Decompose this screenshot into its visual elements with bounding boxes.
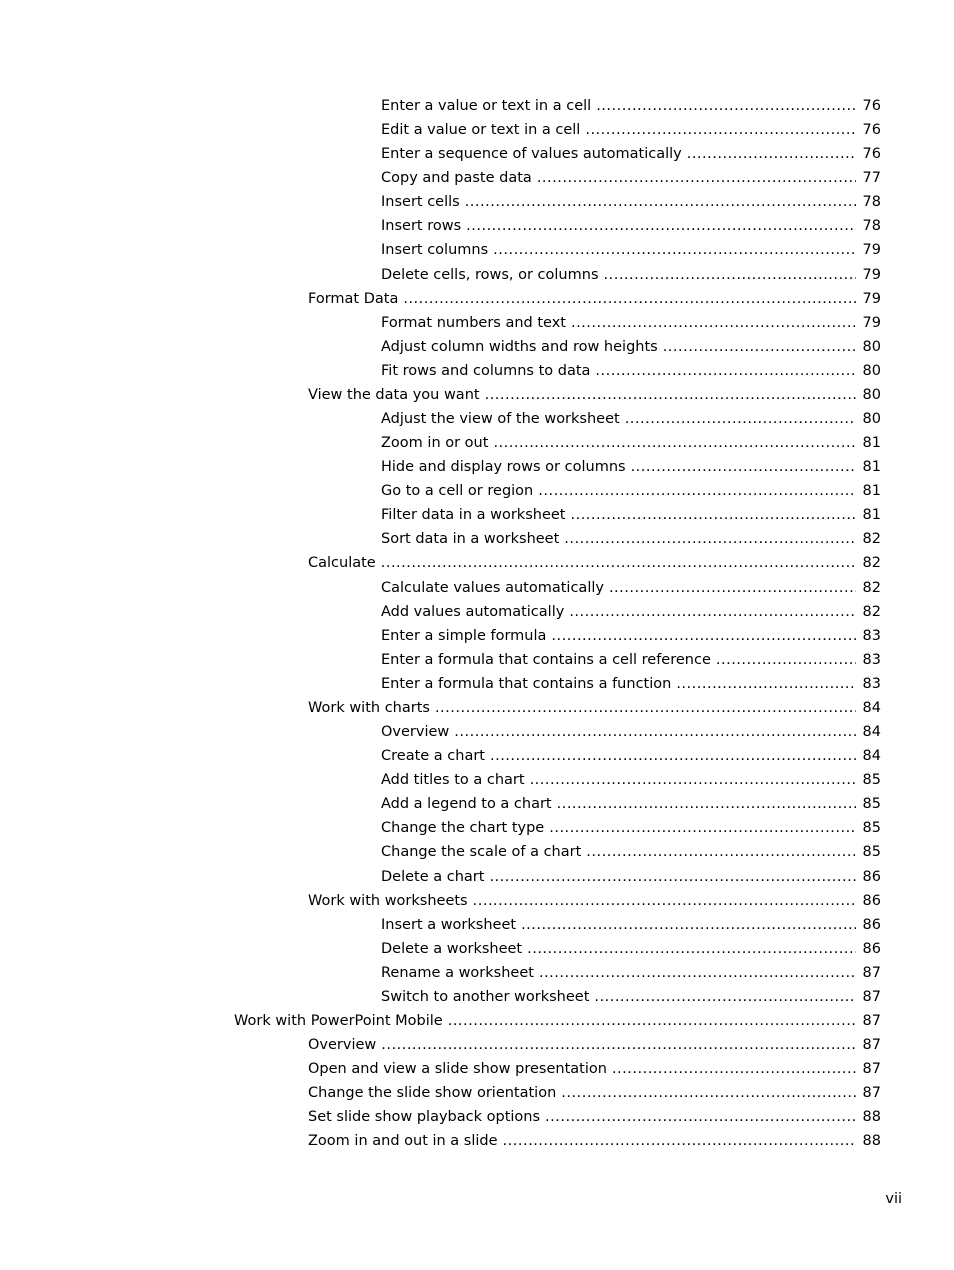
- toc-entry-page: 88: [862, 1133, 881, 1150]
- toc-entry-row: [381, 624, 881, 648]
- toc-entry[interactable]: [0, 889, 954, 913]
- toc-entry-page: 87: [862, 1061, 881, 1078]
- toc-entry-page: 81: [862, 459, 881, 476]
- toc-entry-row: [381, 407, 881, 431]
- toc-entry-title: Insert cells: [381, 194, 460, 211]
- toc-entry[interactable]: [0, 479, 954, 503]
- toc-entry[interactable]: [0, 913, 954, 937]
- toc-entry-page: 76: [862, 98, 881, 114]
- toc-entry-title: View the data you want: [308, 386, 480, 403]
- toc-entry-row: [381, 576, 881, 600]
- dot-leader: [569, 600, 856, 624]
- toc-entry-row: [308, 889, 881, 913]
- toc-entry-page: 82: [862, 603, 881, 620]
- dot-leader: [485, 383, 856, 407]
- toc-entry-page: 87: [862, 964, 881, 981]
- toc-entry-title: Add a legend to a chart: [381, 796, 552, 813]
- dot-leader: [537, 166, 856, 190]
- dot-leader: [454, 720, 856, 744]
- toc-entry-page: 84: [862, 699, 881, 716]
- toc-entry-title: Change the scale of a chart: [381, 844, 582, 861]
- toc-entry[interactable]: [0, 166, 954, 190]
- dot-leader: [594, 985, 856, 1009]
- toc-entry-title: Enter a simple formula: [381, 627, 547, 644]
- toc-entry[interactable]: [0, 648, 954, 672]
- dot-leader: [403, 287, 856, 311]
- toc-entry-title: Overview: [308, 1037, 377, 1054]
- toc-entry-title: Fit rows and columns to data: [381, 362, 591, 379]
- toc-entry-page: 79: [862, 290, 881, 307]
- toc-entry[interactable]: [0, 792, 954, 816]
- toc-entry-page: 77: [862, 170, 881, 187]
- toc-entry[interactable]: [0, 311, 954, 335]
- dot-leader: [586, 840, 856, 864]
- dot-leader: [381, 551, 856, 575]
- toc-entry-title: Go to a cell or region: [381, 483, 534, 500]
- toc-entry-row: [381, 648, 881, 672]
- toc-entry-title: Insert rows: [381, 218, 462, 235]
- toc-entry-row: [308, 287, 881, 311]
- dot-leader: [503, 1129, 856, 1153]
- toc-entry-title: Format Data: [308, 290, 399, 307]
- toc-entry-title: Zoom in and out in a slide: [308, 1133, 498, 1150]
- toc-entry-page: 86: [862, 916, 881, 933]
- dot-leader: [381, 1033, 856, 1057]
- toc-entry-row: [381, 142, 881, 166]
- toc-entry-row: [381, 527, 881, 551]
- dot-leader: [625, 407, 856, 431]
- toc-entry[interactable]: [0, 142, 954, 166]
- dot-leader: [609, 576, 856, 600]
- toc-entry[interactable]: [0, 407, 954, 431]
- toc-entry-row: [381, 672, 881, 696]
- toc-entry-page: 83: [862, 627, 881, 644]
- toc-entry-row: [308, 383, 881, 407]
- toc-entry-page: 82: [862, 555, 881, 572]
- toc-entry[interactable]: [0, 1033, 954, 1057]
- toc-entry-row: [381, 840, 881, 864]
- toc-entry-row: [381, 359, 881, 383]
- dot-leader: [557, 792, 856, 816]
- toc-entry-row: [381, 335, 881, 359]
- toc-entry-page: 88: [862, 1109, 881, 1126]
- toc-entry-page: 85: [862, 844, 881, 861]
- toc-entry-row: [381, 865, 881, 889]
- toc-entry[interactable]: [0, 383, 954, 407]
- toc-entry-row: [308, 696, 881, 720]
- toc-entry-row: [381, 503, 881, 527]
- toc-entry[interactable]: [0, 214, 954, 238]
- dot-leader: [676, 672, 856, 696]
- toc-entry[interactable]: [0, 816, 954, 840]
- dot-leader: [490, 744, 856, 768]
- toc-entry-page: 81: [862, 483, 881, 500]
- toc-entry-row: [381, 961, 881, 985]
- toc-entry-page: 86: [862, 940, 881, 957]
- toc-entry-row: [381, 214, 881, 238]
- dot-leader: [570, 503, 856, 527]
- toc-entry-title: Change the chart type: [381, 820, 545, 837]
- toc-entry-page: 81: [862, 507, 881, 524]
- toc-entry-title: Delete cells, rows, or columns: [381, 266, 599, 283]
- dot-leader: [435, 696, 856, 720]
- dot-leader: [493, 431, 856, 455]
- dot-leader: [539, 961, 856, 985]
- toc-entry-page: 80: [862, 411, 881, 428]
- dot-leader: [465, 190, 856, 214]
- toc-entry-title: Insert a worksheet: [381, 916, 517, 933]
- toc-entry-page: 87: [862, 988, 881, 1005]
- dot-leader: [527, 937, 856, 961]
- toc-entry[interactable]: [0, 238, 954, 262]
- toc-entry-title: Enter a formula that contains a cell reference: [381, 651, 711, 668]
- toc-entry-title: Work with PowerPoint Mobile: [234, 1012, 443, 1029]
- toc-entry-row: [381, 744, 881, 768]
- dot-leader: [631, 455, 856, 479]
- toc-entry-title: Copy and paste data: [381, 170, 532, 187]
- toc-entry-page: 87: [862, 1037, 881, 1054]
- toc-entry[interactable]: [0, 672, 954, 696]
- toc-entry[interactable]: [0, 335, 954, 359]
- dot-leader: [551, 624, 856, 648]
- dot-leader: [612, 1057, 856, 1081]
- dot-leader: [493, 238, 856, 262]
- toc-entry[interactable]: [0, 961, 954, 985]
- toc-entry-title: Insert columns: [381, 242, 489, 259]
- toc-entry-title: Enter a formula that contains a function: [381, 675, 672, 692]
- toc-entry-title: Filter data in a worksheet: [381, 507, 566, 524]
- toc-entry[interactable]: [0, 503, 954, 527]
- toc-entry-row: [381, 238, 881, 262]
- toc-entry-title: Calculate values automatically: [381, 579, 604, 596]
- toc-entry-page: 86: [862, 892, 881, 909]
- toc-entry-title: Change the slide show orientation: [308, 1085, 557, 1102]
- toc-entry-title: Add values automatically: [381, 603, 565, 620]
- toc-entry[interactable]: [0, 985, 954, 1009]
- toc-entry-row: [381, 166, 881, 190]
- toc-entry-row: [381, 600, 881, 624]
- dot-leader: [687, 142, 856, 166]
- toc-entry[interactable]: [0, 840, 954, 864]
- toc-entry[interactable]: [0, 1009, 954, 1033]
- toc-entry[interactable]: [0, 576, 954, 600]
- dot-leader: [538, 479, 856, 503]
- dot-leader: [489, 865, 856, 889]
- toc-entry[interactable]: [0, 720, 954, 744]
- toc-entry-title: Zoom in or out: [381, 435, 489, 452]
- toc-entry[interactable]: [0, 865, 954, 889]
- toc-entry-row: [308, 1081, 881, 1105]
- toc-entry-page: 87: [862, 1012, 881, 1029]
- toc-entry[interactable]: [0, 359, 954, 383]
- toc-entry[interactable]: [0, 624, 954, 648]
- toc-entry-title: Delete a chart: [381, 868, 485, 885]
- toc-entry[interactable]: [0, 600, 954, 624]
- toc-entry[interactable]: [0, 744, 954, 768]
- toc-entry-row: [381, 118, 881, 142]
- toc-entry[interactable]: [0, 287, 954, 311]
- dot-leader: [561, 1081, 856, 1105]
- dot-leader: [596, 94, 856, 118]
- toc-entry-title: Work with worksheets: [308, 892, 468, 909]
- toc-entry-page: 81: [862, 435, 881, 452]
- toc-entry-row: [381, 94, 881, 118]
- toc-entry[interactable]: [0, 768, 954, 792]
- toc-entry-title: Set slide show playback options: [308, 1109, 541, 1126]
- toc-entry-page: 79: [862, 242, 881, 259]
- toc-entry-row: [381, 937, 881, 961]
- toc-entry[interactable]: [0, 696, 954, 720]
- toc-entry[interactable]: [0, 263, 954, 287]
- toc-entry-row: [234, 1009, 881, 1033]
- toc-entry-page: 84: [862, 724, 881, 741]
- dot-leader: [564, 527, 856, 551]
- toc-entry-page: 80: [862, 362, 881, 379]
- toc-entry-page: 86: [862, 868, 881, 885]
- toc-entry-page: 84: [862, 748, 881, 765]
- toc-entry-page: 82: [862, 579, 881, 596]
- toc-entry-title: Switch to another worksheet: [381, 988, 590, 1005]
- toc-entry-row: [308, 1033, 881, 1057]
- toc-entry-row: [308, 1105, 881, 1129]
- toc-entry[interactable]: [0, 190, 954, 214]
- toc-entry-page: 80: [862, 338, 881, 355]
- dot-leader: [448, 1009, 856, 1033]
- toc-entry-page: 85: [862, 796, 881, 813]
- toc-entry-title: Adjust the view of the worksheet: [381, 411, 620, 428]
- toc-entry[interactable]: [0, 1081, 954, 1105]
- toc-entry-row: [381, 311, 881, 335]
- toc-entry-title: Calculate: [308, 555, 376, 572]
- toc-entry[interactable]: [0, 455, 954, 479]
- toc-entry-row: [381, 768, 881, 792]
- toc-entry[interactable]: [0, 1105, 954, 1129]
- toc-entry-row: [381, 720, 881, 744]
- dot-leader: [545, 1105, 856, 1129]
- toc-entry-title: Adjust column widths and row heights: [381, 338, 658, 355]
- toc-entry-title: Add titles to a chart: [381, 772, 525, 789]
- toc-entry-row: [381, 455, 881, 479]
- toc-entry-row: [381, 913, 881, 937]
- dot-leader: [585, 118, 856, 142]
- toc-entry-title: Sort data in a worksheet: [381, 531, 560, 548]
- toc-entry-page: 78: [862, 218, 881, 235]
- toc-entry-page: 83: [862, 651, 881, 668]
- toc-entry[interactable]: [0, 1057, 954, 1081]
- dot-leader: [716, 648, 856, 672]
- toc-entry[interactable]: [0, 1129, 954, 1153]
- toc-entry-row: [381, 985, 881, 1009]
- toc-entry-title: Delete a worksheet: [381, 940, 523, 957]
- toc-entry-page: 87: [862, 1085, 881, 1102]
- toc-entry-row: [381, 431, 881, 455]
- dot-leader: [663, 335, 856, 359]
- toc-entry-title: Enter a value or text in a cell: [381, 98, 592, 114]
- toc-entry-title: Open and view a slide show presentation: [308, 1061, 607, 1078]
- toc-entry-title: Work with charts: [308, 699, 430, 716]
- toc-entry-title: Rename a worksheet: [381, 964, 534, 981]
- toc-entry-page: 82: [862, 531, 881, 548]
- toc-entry-title: Format numbers and text: [381, 314, 566, 331]
- dot-leader: [595, 359, 856, 383]
- toc-entry[interactable]: [0, 118, 954, 142]
- dot-leader: [521, 913, 856, 937]
- toc-entry-row: [381, 792, 881, 816]
- toc-entry-page: 85: [862, 772, 881, 789]
- dot-leader: [571, 311, 856, 335]
- toc-entry-row: [381, 479, 881, 503]
- toc-entry-page: 76: [862, 122, 881, 139]
- toc-entry-row: [308, 551, 881, 575]
- toc-entry-title: Enter a sequence of values automatically: [381, 146, 682, 163]
- toc-entry[interactable]: [0, 527, 954, 551]
- toc-entry-title: Hide and display rows or columns: [381, 459, 626, 476]
- toc-entry-page: 79: [862, 314, 881, 331]
- toc-entry-row: [381, 263, 881, 287]
- toc-entry[interactable]: [0, 937, 954, 961]
- toc-entry-row: [381, 816, 881, 840]
- toc-entry-title: Create a chart: [381, 748, 485, 765]
- toc-entry-page: 79: [862, 266, 881, 283]
- toc-entry-title: Overview: [381, 724, 450, 741]
- toc-entry-row: [308, 1057, 881, 1081]
- dot-leader: [549, 816, 856, 840]
- toc-entry-title: Edit a value or text in a cell: [381, 122, 581, 139]
- toc-entry[interactable]: [0, 551, 954, 575]
- dot-leader: [466, 214, 856, 238]
- dot-leader: [604, 263, 857, 287]
- toc-entry-page: 76: [862, 146, 881, 163]
- toc-entry-page: 80: [862, 386, 881, 403]
- dot-leader: [473, 889, 856, 913]
- toc-entry-row: [308, 1129, 881, 1153]
- toc-entry-page: 78: [862, 194, 881, 211]
- toc-entry-page: 83: [862, 675, 881, 692]
- table-of-contents: [0, 94, 954, 1153]
- page-number: vii: [885, 1191, 902, 1207]
- toc-entry-row: [381, 190, 881, 214]
- toc-entry[interactable]: [0, 94, 954, 118]
- toc-entry[interactable]: [0, 431, 954, 455]
- dot-leader: [530, 768, 856, 792]
- toc-entry-page: 85: [862, 820, 881, 837]
